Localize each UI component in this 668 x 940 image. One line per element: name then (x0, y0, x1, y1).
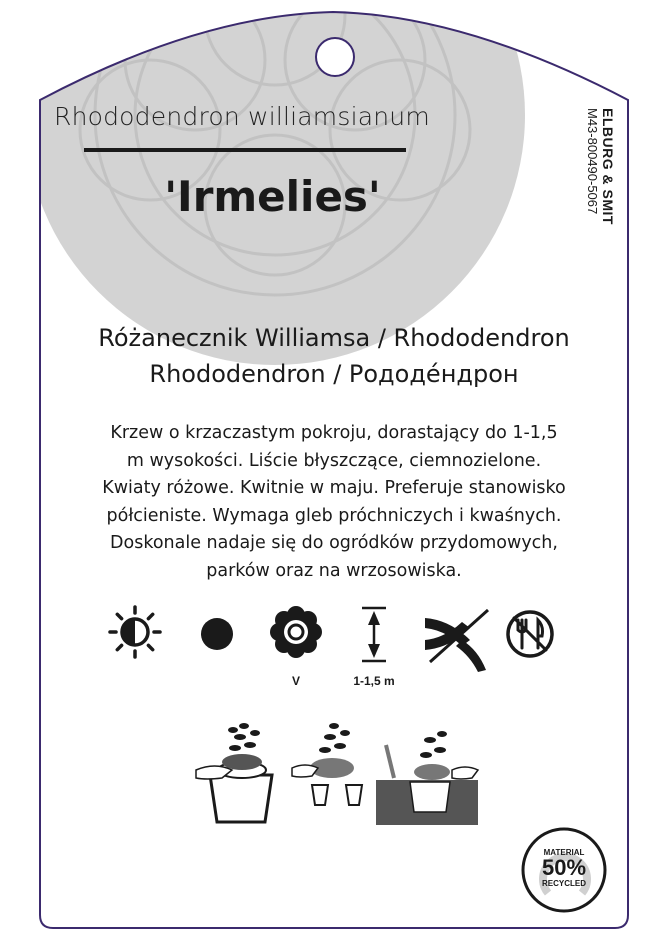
description-line: półcieniste. Wymaga gleb próchniczych i kwaśnych. (106, 505, 562, 526)
cultivar-name: 'Irmelies' (164, 172, 381, 221)
moisture-dot-icon (201, 618, 233, 650)
not-edible-icon (508, 612, 552, 656)
recycled-material-label: MATERIAL (543, 848, 585, 857)
plant-in-soil-icon (376, 731, 478, 825)
recycled-label: RECYCLED (541, 879, 586, 888)
common-name-line-1: Różanecznik Williamsa / Rhododendron (98, 324, 570, 352)
description-line: Krzew o krzaczastym pokroju, dorastający do 1-1,5 (110, 423, 558, 443)
height-arrow-icon (362, 608, 386, 661)
description-line: Kwiaty różowe. Kwitnie w maju. Preferuje stanowisko (102, 478, 566, 498)
description-line: parków oraz na wrzosowiska. (206, 560, 462, 581)
title-divider (84, 148, 406, 152)
latin-name: Rhododendron williamsianum (54, 102, 430, 131)
flowering-month: V (291, 674, 300, 688)
brand-block (556, 108, 616, 328)
description (60, 420, 608, 585)
hanging-hole (316, 38, 354, 76)
recycled-text (523, 848, 605, 888)
common-name-line-2: Rhododendron / Рододе́ндрон (149, 360, 519, 388)
description-line: Doskonale nadaje się do ogródków przydomowych, (110, 533, 558, 553)
brand-name: ELBURG & SMIT (600, 108, 616, 225)
description-line: m wysokości. Liście błyszczące, ciemnozielone. (126, 450, 542, 471)
half-sun-icon (110, 607, 160, 657)
loosen-roots-icon (292, 723, 362, 805)
product-code: M43-800490-5067 (585, 108, 600, 215)
remove-pot-icon (196, 723, 272, 822)
no-pruning-icon (425, 610, 488, 672)
flower-icon (270, 606, 322, 658)
recycled-percent: 50% (541, 855, 587, 880)
height-value: 1-1,5 m (353, 674, 395, 688)
